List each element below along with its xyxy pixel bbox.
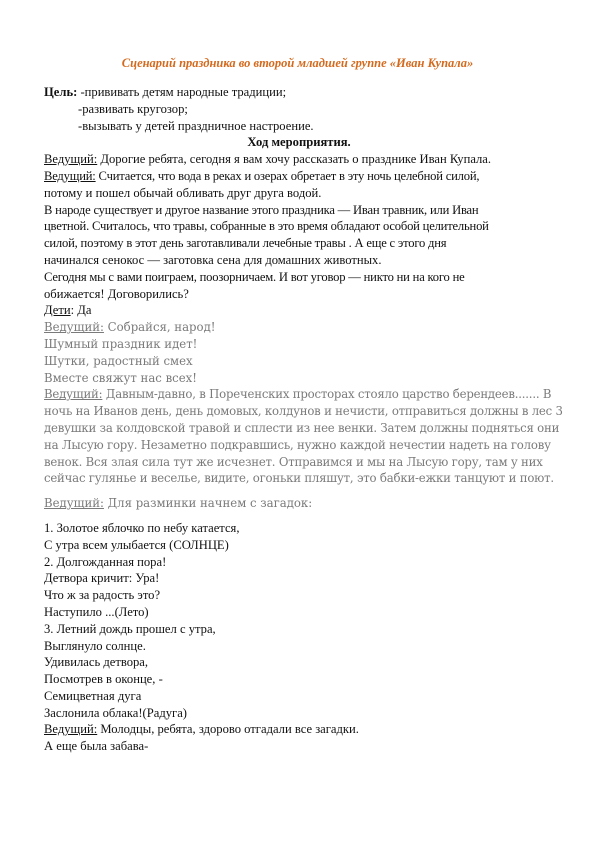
story-line: на Лысую гору. Незаметно подкравшись, нужно каждой нечестии надеть на голову (44, 437, 551, 452)
paragraph-3-line: цветной. Считалось, что травы, собранные в это время обладают особой целительной (44, 219, 489, 234)
paragraph-3-line: начинался сенокос — заготовка сена для домашних животных. (44, 252, 382, 267)
riddle-line: Детвора кричит: Ура! (44, 571, 160, 586)
riddle-line: 3. Летний дождь прошел с утра, (44, 621, 216, 636)
last-line: А еще была забава- (44, 739, 149, 754)
host-label: Ведущий: (44, 320, 104, 335)
paragraph-3-line: В народе существует и другое название этого праздника — Иван травник, или Иван (44, 202, 479, 217)
story-line: ночь на Иванов день, день домовых, колдунов и нечисти, отправиться должны в лес 3 (44, 404, 563, 419)
poem-line (44, 319, 554, 336)
paragraph-2-line: потому и пошел обычай обливать друг друга водой. (44, 185, 322, 200)
paragraph-3-line: силой, поэтому в этот день заготавливали лечебные травы . А еще с этого дня (44, 236, 447, 251)
document-body (44, 84, 563, 755)
riddle-line: Посмотрев в оконце, - (44, 672, 163, 687)
riddle-line: Наступило ...(Лето) (44, 604, 149, 619)
poem-line: Шутки, радостный смех (44, 353, 193, 368)
riddle-line: Выглянуло солнце. (44, 638, 146, 653)
closing-line (44, 721, 554, 738)
warmup-line (44, 495, 554, 512)
riddle-line: Семицветная дуга (44, 688, 142, 703)
goal-first: -прививать детям народные традиции; (77, 85, 287, 99)
paragraph-4-line: Сегодня мы с вами поиграем, поозорничаем. И вот уговор — никто ни на кого не (44, 269, 465, 284)
goal-second: -развивать кругозор; (78, 101, 188, 116)
story-line: венок. Вся злая сила тут же исчезнет. Отправимся и мы на Лысую гору, там у них (44, 454, 543, 469)
riddle-line: Что ж за радость это? (44, 588, 161, 603)
goal-third: -вызывать у детей праздничное настроение. (78, 118, 314, 133)
story-line: девушки за колдовской травой и сплести из нее венки. Затем должны подняться они (44, 420, 560, 435)
goal-line (44, 84, 554, 101)
paragraph-1-text: Дорогие ребята, сегодня я вам хочу рассказать о празднике Иван Купала. (97, 152, 492, 167)
story-line (44, 386, 554, 403)
host-label: Ведущий: (44, 496, 104, 511)
host-label: Ведущий: (44, 722, 98, 737)
paragraph-2-text: Считается, что вода в реках и озерах обретает в эту ночь целебной силой, (95, 168, 480, 183)
story-line: сейчас гулянье и веселье, видите, огоньки пляшут, это бабки-ежки танцуют и поют. (44, 471, 554, 486)
warmup-text: Для разминки начнем с загадок: (103, 496, 313, 511)
paragraph-2 (44, 168, 554, 185)
children-reply-text: : Да (70, 303, 92, 318)
children-reply (44, 302, 554, 319)
riddle-line: 2. Долгожданная пора! (44, 554, 167, 569)
section-heading: Ход мероприятия. (247, 135, 351, 150)
riddle-line: 1. Золотое яблочко по небу катается, (44, 520, 240, 535)
host-label: Ведущий: (44, 168, 96, 183)
poem-line: Шумный праздник идет! (44, 336, 198, 351)
riddle-line: Заслонила облака!(Радуга) (44, 705, 187, 720)
document-title: Сценарий праздника во второй младшей группе «Иван Купала» (121, 56, 474, 70)
poem-line: Вместе свяжут нас всех! (44, 370, 197, 385)
closing-text: Молодцы, ребята, здорово отгадали все загадки. (97, 722, 359, 737)
story-line-text: Давным-давно, в Пореченских просторах стояло царство берендеев....... В (102, 387, 552, 402)
riddle-line: С утра всем улыбается (СОЛНЦЕ) (44, 537, 229, 552)
host-label: Ведущий: (44, 387, 103, 402)
goal-label: Цель: (44, 85, 78, 99)
poem-line-text: Собрайся, народ! (103, 320, 216, 335)
host-label: Ведущий: (44, 152, 98, 167)
riddle-line: Удивилась детвора, (44, 655, 149, 670)
children-label: Дети (44, 303, 71, 318)
paragraph-1 (44, 151, 554, 168)
paragraph-4-line: обижается! Договорились? (44, 286, 189, 301)
